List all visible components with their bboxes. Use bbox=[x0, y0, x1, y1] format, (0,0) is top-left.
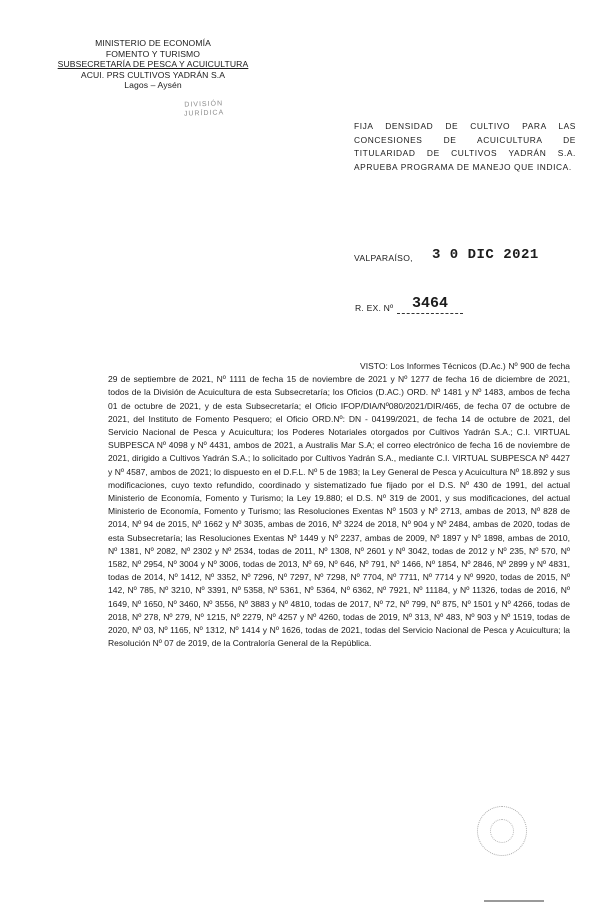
date-stamp: 3 0 DIC 2021 bbox=[432, 247, 539, 263]
official-seal bbox=[477, 806, 527, 856]
stamp-line-1: DIVISIÓN bbox=[184, 100, 224, 109]
region-reference: Lagos – Aysén bbox=[124, 80, 182, 91]
subsecretariat-name: SUBSECRETARÍA DE PESCA Y ACUICULTURA bbox=[57, 59, 249, 70]
resolution-summary: FIJA DENSIDAD DE CULTIVO PARA LAS CONCESIONES DE ACUICULTURA DE TITULARIDAD DE CULTIVOS YADRÁN S.A. APRUEBA PROGRAMA DE MANEJO QUE INDICA. bbox=[354, 121, 576, 172]
place-label: VALPARAÍSO, bbox=[354, 253, 413, 263]
visto-text: Los Informes Técnicos (D.Ac.) Nº 900 de fecha 29 de septiembre de 2021, Nº 1111 de fecha 15 de noviembre de 2021 y Nº 1277 de fecha 16 de diciembre de 2021, todos de la División de Acuicultura de esta Subsecretaría; los Oficios (D.AC.) ORD. Nº 1481 y Nº 1483, ambos de fecha 01 de octubre de 2021, y de esta Subsecretaría; el Oficio IFOP/DIA/Nº080/2021/DIR/465, de fecha 07 de octubre de 2021, del Instituto de Fomento Pesquero; el Oficio ORD.Nº: DN - 04199/2021, de fecha 14 de octubre de 2021, del Servicio Nacional de Pesca y Acuicultura; los Poderes Notariales otorgados por Cultivos Yadrán S.A.; C.I. VIRTUAL SUBPESCA Nº 4098 y Nº 4431, ambos de 2021, a Australis Mar S.A; el correo electrónico de fecha 16 de noviembre de 2021, dirigido a Cultivos Yadrán S.A.; lo solicitado por Cultivos Yadrán S.A., mediante C.I. VIRTUAL SUBPESCA Nº 4427 y Nº 4587, ambos de 2021; lo dispuesto en el D.F.L. Nº 5 de 1983; la Ley General de Pesca y Acuicultura Nº 18.892 y sus modificaciones, cuyo texto refundido, coordinado y sistematizado fue fijado por el D.S. Nº 430 de 1991, del actual Ministerio de Economía, Fomento y Turismo; la Ley 19.880; el D.S. Nº 319 de 2001, y sus modificaciones, del actual Ministerio de Economía, Fomento y Turismo; las Resoluciones Exentas Nº 1503 y Nº 2713, ambas de 2013, Nº 828 de 2014, Nº 94 de 2015, Nº 1662 y Nº 3035, ambas de 2016, Nº 3224 de 2018, Nº 904 y Nº 2484, ambas de 2020, todas de esta Subsecretaría; las Resoluciones Exentas Nº 1449 y Nº 2237, ambas de 2009, Nº 1897 y Nº 1898, ambas de 2010, Nº 1381, Nº 2082, Nº 2302 y Nº 2534, todas de 2011, Nº 1308, Nº 2601 y Nº 3042, todas de 2012 y Nº 235, Nº 570, Nº 1582, Nº 2954, Nº 3004 y Nº 3006, todas de 2013, Nº 69, Nº 646, Nº 791, Nº 1466, Nº 1854, Nº 2846, Nº 2899 y Nº 4831, todas de 2014, Nº 1412, Nº 3352, Nº 7296, Nº 7297, Nº 7298, Nº 7704, Nº 7711, Nº 7714 y Nº 9920, todas de 2015, Nº 142, Nº 785, Nº 3210, Nº 3391, Nº 5358, Nº 5361, Nº 5364, Nº 6362, Nº 7921, Nº 11184, y Nº 11326, todas de 2016, Nº 1649, Nº 1650, Nº 3460, Nº 3556, Nº 3883 y Nº 4810, todas de 2017, Nº 72, Nº 799, Nº 875, Nº 1501 y Nº 4266, todas de 2018, Nº 278, Nº 279, Nº 1215, Nº 2279, Nº 4257 y Nº 4260, todas de 2019, Nº 313, Nº 483, Nº 903 y Nº 1519, todas de 2020, Nº 03, Nº 1165, Nº 1312, Nº 1414 y Nº 1626, todas de 2021, todas del Servicio Nacional de Pesca y Acuicultura; la Resolución Nº 07 de 2019, de la Contraloría General de la República. bbox=[108, 361, 570, 649]
resolution-number: 3464 bbox=[397, 295, 463, 314]
signature-mark bbox=[484, 900, 544, 902]
file-reference: ACUI. PRS CULTIVOS YADRÁN S.A bbox=[80, 69, 226, 80]
ministry-name: MINISTERIO DE ECONOMÍA bbox=[95, 38, 211, 48]
letterhead bbox=[48, 38, 258, 91]
visto-paragraph bbox=[108, 360, 570, 650]
visto-label: VISTO: bbox=[360, 361, 391, 371]
resolution-label: R. EX. Nº bbox=[355, 303, 394, 313]
ministry-subtitle: FOMENTO Y TURISMO bbox=[105, 48, 201, 59]
stamp-line-2: JURÍDICA bbox=[183, 109, 225, 118]
legal-division-stamp bbox=[176, 99, 233, 125]
